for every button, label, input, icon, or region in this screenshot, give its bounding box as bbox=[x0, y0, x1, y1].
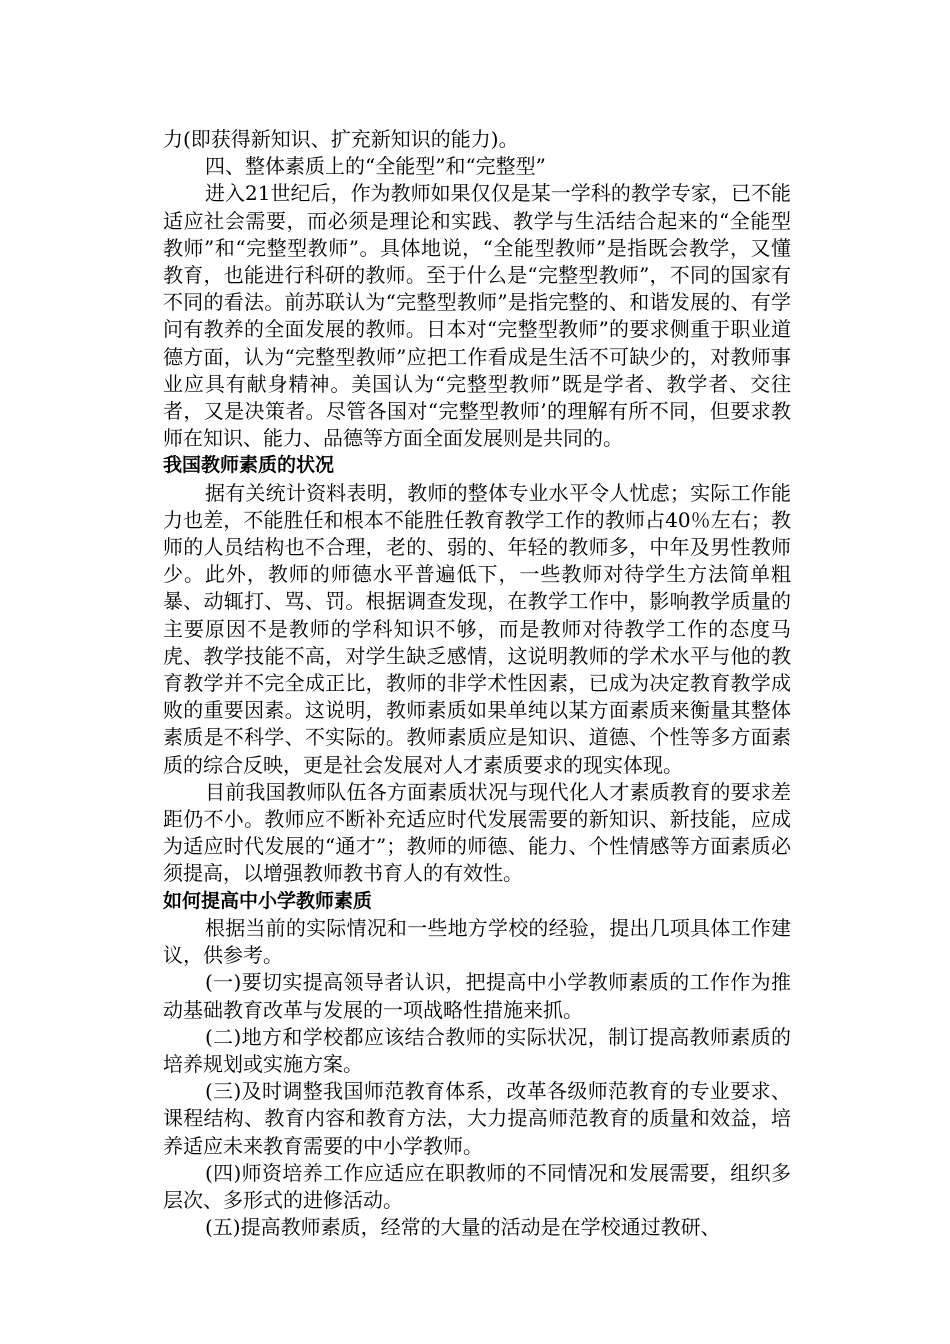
improve-item-5: (五)提高教师素质，经常的大量的活动是在学校通过教研、 bbox=[205, 1215, 721, 1240]
section-heading-status: 我国教师素质的状况 bbox=[163, 454, 335, 477]
improve-item-3: (三)及时调整我国师范教育体系，改革各级师范教育的专业要求、课程结构、教育内容和教育方法，大力提高师范教育的质量和效益，培养适应未来教育需要的中小学教师。 bbox=[163, 1079, 791, 1158]
improve-item-1: (一)要切实提高领导者认识，把提高中小学教师素质的工作作为推动基础教育改革与发展的一项战略性措施来抓。 bbox=[163, 970, 791, 1022]
point-four-title: 四、整体素质上的“全能型”和“完整型” bbox=[205, 154, 546, 179]
improve-intro-paragraph: 根据当前的实际情况和一些地方学校的经验，提出几项具体工作建议，供参考。 bbox=[163, 915, 791, 968]
intro-tail-paragraph: 力(即获得新知识、扩充新知识的能力)。 bbox=[163, 127, 519, 151]
status-paragraph-2: 目前我国教师队伍各方面素质状况与现代化人才素质教育的要求差距仍不小。教师应不断补充适应时代发展需要的新知识、新技能，应成为适应时代发展的“通才”；教师的师德、能力、个性情感等方面素质必须提高，以增强教师教书育人的有效性。 bbox=[163, 779, 791, 886]
improve-item-2: (二)地方和学校都应该结合教师的实际状况，制订提高教师素质的培养规划或实施方案。 bbox=[163, 1024, 791, 1076]
status-paragraph-1: 据有关统计资料表明，教师的整体专业水平令人忧虑；实际工作能力也差，不能胜任和根本不能胜任教育教学工作的教师占40％左右；教师的人员结构也不合理，老的、弱的、年轻的教师多，中年及男性教师少。此外，教师的师德水平普遍低下，一些教师对待学生方法简单粗暴、动辄打、骂、罚。根据调查发现，在教学工作中，影响教学质量的主要原因不是教师的学科知识不够，而是教师对待教学工作的态度马虎、教学技能不高，对学生缺乏感情，这说明教师的学术水平与他的教育教学并不完全成正比，教师的非学术性因素，已成为决定教育教学成败的重要因素。这说明，教师素质如果单纯以某方面素质来衡量其整体素质是不科学、不实际的。教师素质应是知识、道德、个性等多方面素质的综合反映，更是社会发展对人才素质要求的现实体现。 bbox=[163, 480, 791, 777]
section-heading-improve: 如何提高中小学教师素质 bbox=[163, 889, 373, 912]
point-four-paragraph: 进入21世纪后，作为教师如果仅仅是某一学科的教学专家，已不能适应社会需要，而必须是理论和实践、教学与生活结合起来的“全能型教师”和“完整型教师”。具体地说，“全能型教师”是指既会教学，又懂教育，也能进行科研的教师。至于什么是“完整型教师”，不同的国家有不同的看法。前苏联认为“完整型教师”是指完整的、和谐发展的、有学问有教养的全面发展的教师。日本对“完整型教师”的要求侧重于职业道德方面，认为“完整型教师”应把工作看成是生活不可缺少的，对教师事业应具有献身精神。美国认为“完整型教师”既是学者、教学者、交往者，又是决策者。尽管各国对“完整型教师’的理解有所不同，但要求教师在知识、能力、品德等方面全面发展则是共同的。 bbox=[163, 181, 791, 451]
document-body bbox=[163, 126, 791, 1241]
improve-item-4: (四)师资培养工作应适应在职教师的不同情况和发展需要，组织多层次、多形式的进修活动。 bbox=[163, 1160, 791, 1212]
